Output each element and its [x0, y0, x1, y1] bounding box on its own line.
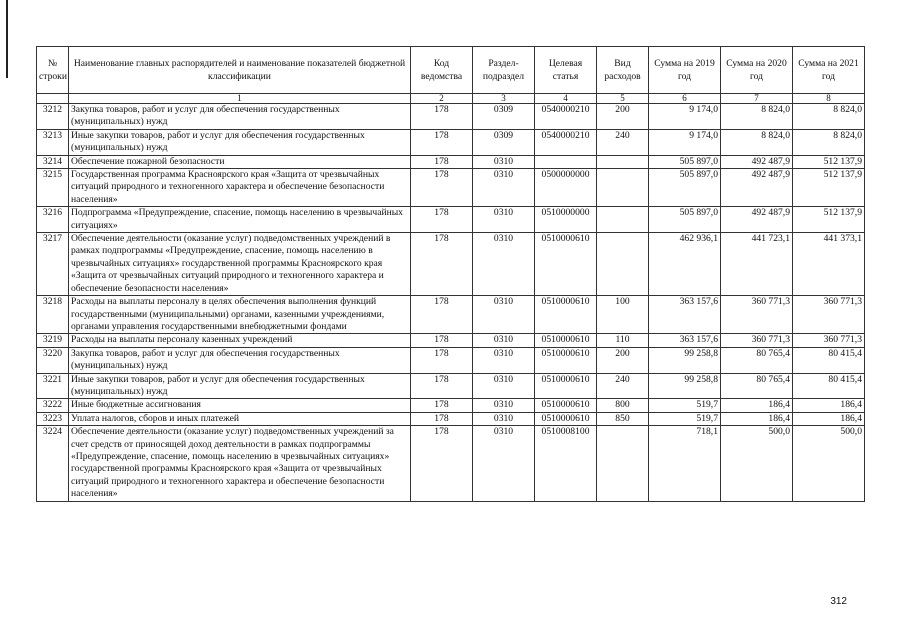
row-sum-2020: 360 771,3	[721, 334, 793, 347]
column-number: 8	[793, 94, 865, 104]
row-target: 0540000210	[535, 129, 597, 155]
row-section: 0310	[473, 334, 535, 347]
row-sum-2020: 500,0	[721, 426, 793, 501]
header-sum-2021: Сумма на 2021 год	[793, 47, 865, 94]
row-dept-code: 178	[411, 334, 473, 347]
row-name: Иные закупки товаров, работ и услуг для обеспечения государственных (муниципальных) нужд	[69, 373, 411, 399]
row-expense-type	[597, 233, 649, 296]
row-number: 3213	[37, 129, 69, 155]
row-sum-2019: 505 897,0	[649, 207, 721, 233]
row-dept-code: 178	[411, 426, 473, 501]
column-number: 2	[411, 94, 473, 104]
table-row	[37, 399, 865, 412]
row-expense-type	[597, 155, 649, 168]
row-sum-2020: 360 771,3	[721, 296, 793, 334]
row-section: 0310	[473, 155, 535, 168]
row-section: 0310	[473, 233, 535, 296]
column-number: 4	[535, 94, 597, 104]
row-number: 3223	[37, 412, 69, 425]
row-name: Иные бюджетные ассигнования	[69, 399, 411, 412]
header-sum-2019: Сумма на 2019 год	[649, 47, 721, 94]
row-target: 0540000210	[535, 104, 597, 130]
row-sum-2020: 186,4	[721, 412, 793, 425]
row-expense-type: 200	[597, 104, 649, 130]
row-sum-2020: 492 487,9	[721, 155, 793, 168]
row-name: Обеспечение деятельности (оказание услуг) подведомственных учреждений в рамках подпрограммы «Предупреждение, спасение, помощь населению в чрезвычайных ситуациях» государственной программы Красноярского края «Защита от чрезвычайных ситуаций природного и техногенного характера и обеспечение безопасности населения»	[69, 233, 411, 296]
row-sum-2019: 505 897,0	[649, 169, 721, 207]
row-sum-2021: 8 824,0	[793, 129, 865, 155]
row-number: 3212	[37, 104, 69, 130]
row-dept-code: 178	[411, 399, 473, 412]
header-target: Целевая статья	[535, 47, 597, 94]
row-sum-2020: 80 765,4	[721, 347, 793, 373]
row-target: 0510000610	[535, 399, 597, 412]
row-sum-2019: 363 157,6	[649, 334, 721, 347]
row-section: 0309	[473, 129, 535, 155]
row-target: 0510000610	[535, 296, 597, 334]
row-section: 0310	[473, 373, 535, 399]
row-sum-2019: 462 936,1	[649, 233, 721, 296]
row-target: 0510000000	[535, 207, 597, 233]
row-sum-2021: 512 137,9	[793, 169, 865, 207]
column-number: 5	[597, 94, 649, 104]
row-sum-2020: 8 824,0	[721, 104, 793, 130]
column-number-blank	[37, 94, 69, 104]
row-expense-type: 200	[597, 347, 649, 373]
row-sum-2019: 505 897,0	[649, 155, 721, 168]
row-name: Иные закупки товаров, работ и услуг для обеспечения государственных (муниципальных) нужд	[69, 129, 411, 155]
row-number: 3216	[37, 207, 69, 233]
header-sum-2020: Сумма на 2020 год	[721, 47, 793, 94]
row-sum-2021: 441 373,1	[793, 233, 865, 296]
row-expense-type: 240	[597, 373, 649, 399]
row-name: Обеспечение пожарной безопасности	[69, 155, 411, 168]
row-sum-2021: 186,4	[793, 399, 865, 412]
row-sum-2019: 99 258,8	[649, 347, 721, 373]
row-expense-type: 110	[597, 334, 649, 347]
row-name: Государственная программа Красноярского края «Защита от чрезвычайных ситуаций природного и техногенного характера и обеспечение безопасности населения»	[69, 169, 411, 207]
row-sum-2020: 492 487,9	[721, 207, 793, 233]
row-dept-code: 178	[411, 373, 473, 399]
row-expense-type	[597, 169, 649, 207]
row-sum-2021: 360 771,3	[793, 296, 865, 334]
row-sum-2019: 519,7	[649, 412, 721, 425]
row-section: 0310	[473, 296, 535, 334]
header-section: Раздел- подраздел	[473, 47, 535, 94]
row-expense-type	[597, 207, 649, 233]
row-expense-type: 100	[597, 296, 649, 334]
row-dept-code: 178	[411, 347, 473, 373]
table-row	[37, 207, 865, 233]
row-target: 0510000610	[535, 412, 597, 425]
row-name: Уплата налогов, сборов и иных платежей	[69, 412, 411, 425]
row-section: 0310	[473, 207, 535, 233]
row-number: 3218	[37, 296, 69, 334]
row-name: Закупка товаров, работ и услуг для обеспечения государственных (муниципальных) нужд	[69, 347, 411, 373]
row-name: Обеспечение деятельности (оказание услуг) подведомственных учреждений за счет средств от приносящей доход деятельности в рамках подпрограммы «Предупреждение, спасение, помощь населению в чрезвычайных ситуациях» государственной программы Красноярского края «Защита от чрезвычайных ситуаций природного и техногенного характера и обеспечение безопасности населения»	[69, 426, 411, 501]
row-target: 0510000610	[535, 334, 597, 347]
row-expense-type: 850	[597, 412, 649, 425]
row-number: 3214	[37, 155, 69, 168]
row-section: 0310	[473, 347, 535, 373]
row-section: 0310	[473, 169, 535, 207]
header-name: Наименование главных распорядителей и наименование показателей бюджетной классификации	[69, 47, 411, 94]
row-dept-code: 178	[411, 155, 473, 168]
row-dept-code: 178	[411, 296, 473, 334]
row-sum-2021: 80 415,4	[793, 373, 865, 399]
row-section: 0309	[473, 104, 535, 130]
row-number: 3222	[37, 399, 69, 412]
row-target	[535, 155, 597, 168]
row-number: 3217	[37, 233, 69, 296]
column-number: 3	[473, 94, 535, 104]
column-number: 6	[649, 94, 721, 104]
row-expense-type: 240	[597, 129, 649, 155]
table-row	[37, 129, 865, 155]
table-row	[37, 426, 865, 501]
row-sum-2021: 512 137,9	[793, 155, 865, 168]
table-row	[37, 233, 865, 296]
row-sum-2019: 9 174,0	[649, 129, 721, 155]
row-dept-code: 178	[411, 412, 473, 425]
table-row	[37, 412, 865, 425]
table-row	[37, 334, 865, 347]
column-number: 7	[721, 94, 793, 104]
row-section: 0310	[473, 412, 535, 425]
row-name: Расходы на выплаты персоналу в целях обеспечения выполнения функций государственными (муниципальными) органами, казенными учреждениями, органами управления государственными внебюджетными фондами	[69, 296, 411, 334]
row-sum-2020: 492 487,9	[721, 169, 793, 207]
header-dept: Код ведомства	[411, 47, 473, 94]
row-sum-2021: 186,4	[793, 412, 865, 425]
row-sum-2019: 519,7	[649, 399, 721, 412]
row-sum-2021: 500,0	[793, 426, 865, 501]
row-name: Расходы на выплаты персоналу казенных учреждений	[69, 334, 411, 347]
row-number: 3220	[37, 347, 69, 373]
row-expense-type	[597, 426, 649, 501]
column-number: 1	[69, 94, 411, 104]
row-sum-2020: 8 824,0	[721, 129, 793, 155]
row-target: 0510008100	[535, 426, 597, 501]
row-name: Закупка товаров, работ и услуг для обеспечения государственных (муниципальных) нужд	[69, 104, 411, 130]
row-sum-2021: 80 415,4	[793, 347, 865, 373]
row-dept-code: 178	[411, 104, 473, 130]
table-row	[37, 169, 865, 207]
table-row	[37, 296, 865, 334]
table-row	[37, 373, 865, 399]
row-sum-2019: 718,1	[649, 426, 721, 501]
row-name: Подпрограмма «Предупреждение, спасение, помощь населению в чрезвычайных ситуациях»	[69, 207, 411, 233]
row-target: 0510000610	[535, 347, 597, 373]
row-sum-2019: 363 157,6	[649, 296, 721, 334]
budget-table	[36, 46, 865, 502]
row-sum-2020: 80 765,4	[721, 373, 793, 399]
header-row-num: № строки	[37, 47, 69, 94]
page-number: 312	[830, 596, 847, 607]
row-number: 3219	[37, 334, 69, 347]
row-section: 0310	[473, 399, 535, 412]
row-sum-2019: 99 258,8	[649, 373, 721, 399]
row-section: 0310	[473, 426, 535, 501]
row-dept-code: 178	[411, 233, 473, 296]
table-row	[37, 104, 865, 130]
row-dept-code: 178	[411, 129, 473, 155]
row-sum-2021: 360 771,3	[793, 334, 865, 347]
row-number: 3221	[37, 373, 69, 399]
row-sum-2021: 8 824,0	[793, 104, 865, 130]
row-target: 0500000000	[535, 169, 597, 207]
row-sum-2021: 512 137,9	[793, 207, 865, 233]
row-target: 0510000610	[535, 373, 597, 399]
table-row	[37, 155, 865, 168]
row-dept-code: 178	[411, 207, 473, 233]
row-number: 3224	[37, 426, 69, 501]
row-dept-code: 178	[411, 169, 473, 207]
header-expense: Вид расходов	[597, 47, 649, 94]
table-header-row	[37, 47, 865, 94]
table-row	[37, 347, 865, 373]
margin-rule	[6, 0, 8, 78]
row-target: 0510000610	[535, 233, 597, 296]
row-expense-type: 800	[597, 399, 649, 412]
column-number-row	[37, 94, 865, 104]
row-sum-2019: 9 174,0	[649, 104, 721, 130]
row-sum-2020: 186,4	[721, 399, 793, 412]
row-sum-2020: 441 723,1	[721, 233, 793, 296]
row-number: 3215	[37, 169, 69, 207]
